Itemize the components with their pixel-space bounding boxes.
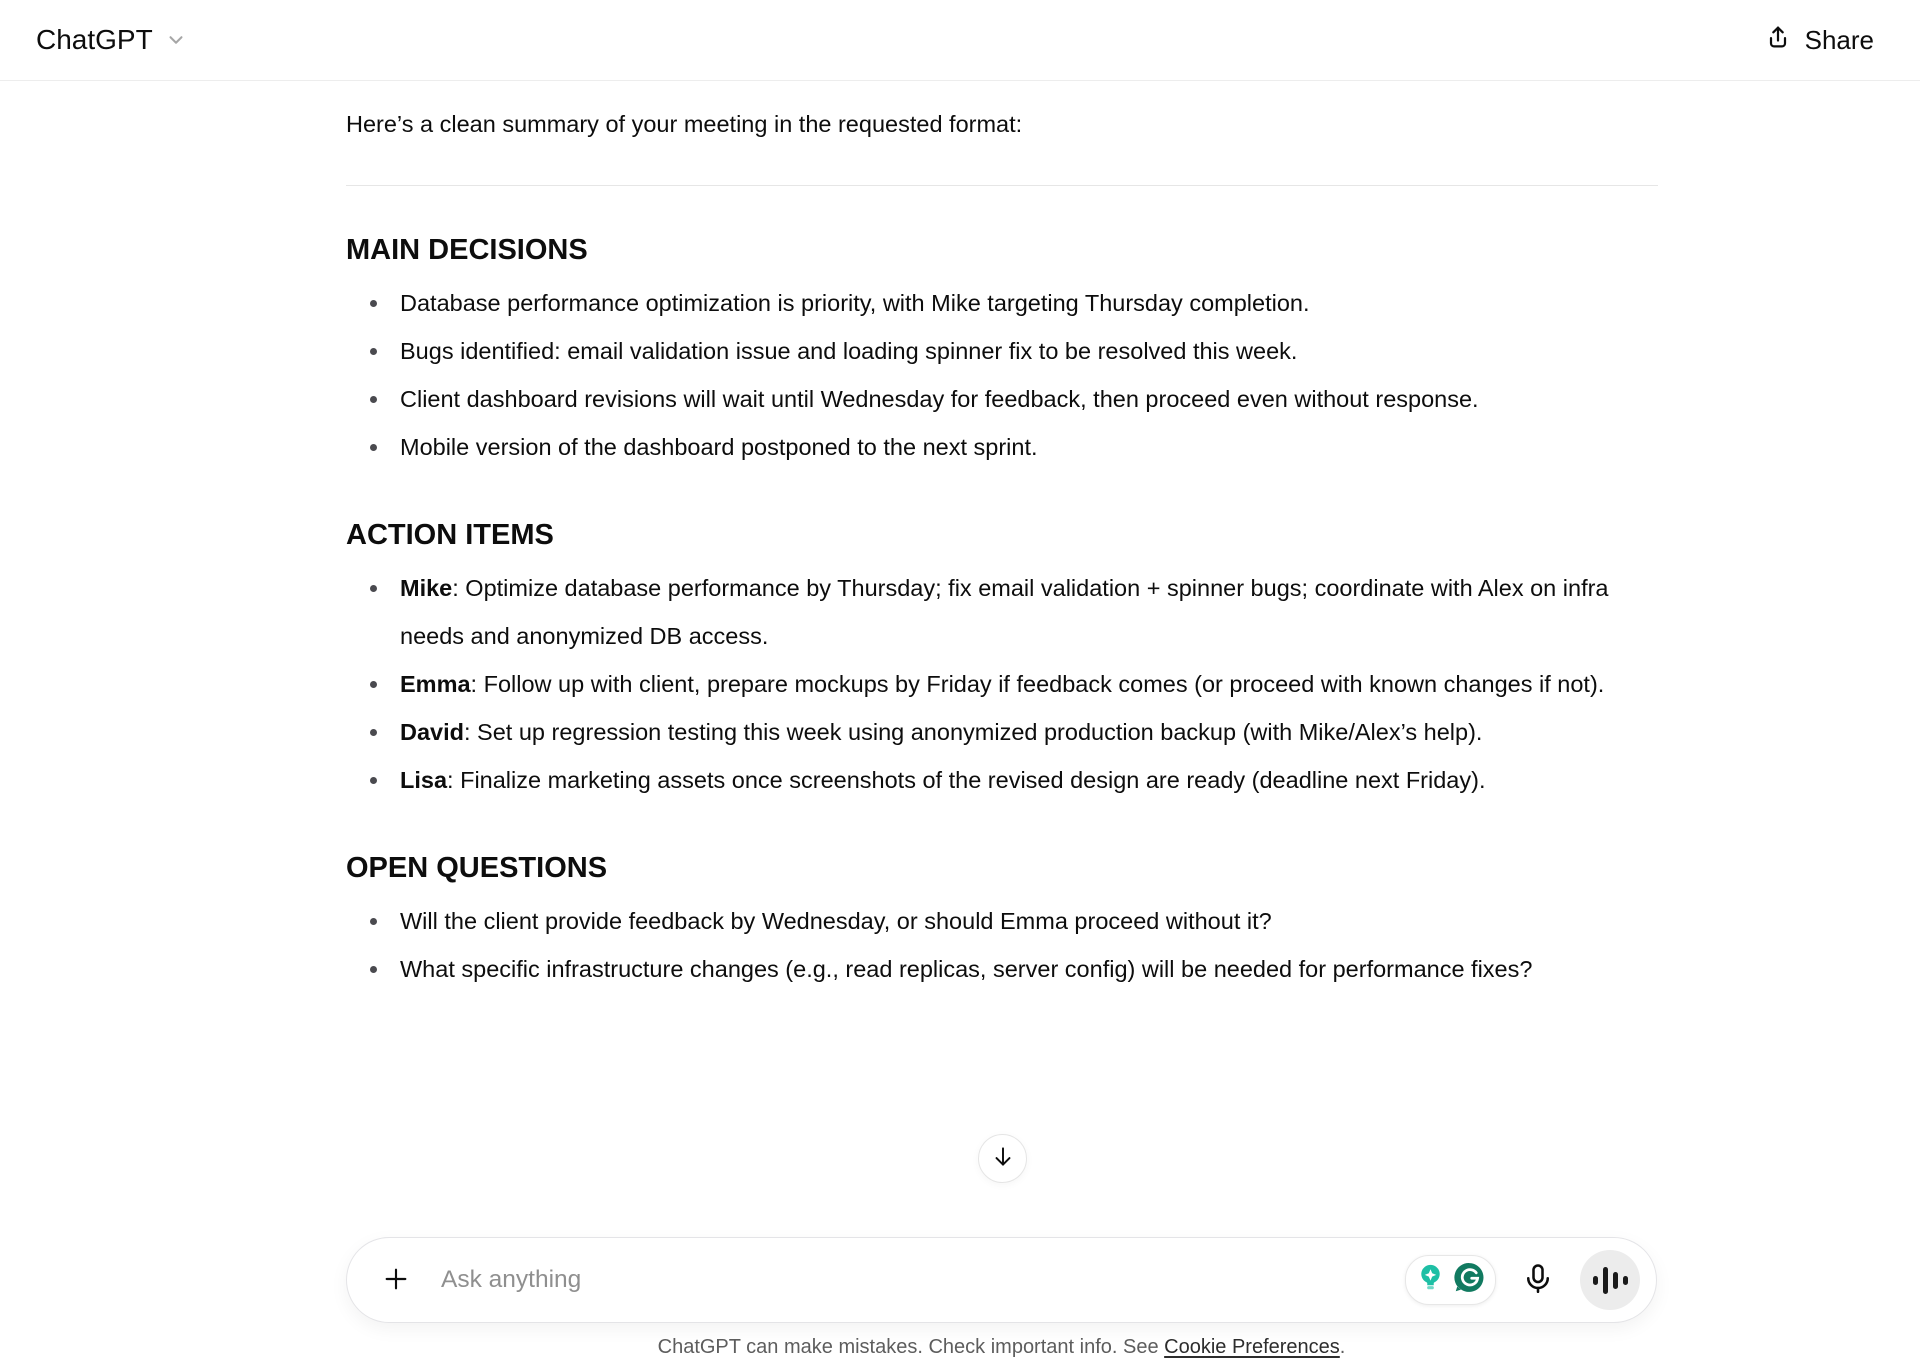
list-item: Bugs identified: email validation issue and loading spinner fix to be resolved this week. <box>346 327 1658 375</box>
disclaimer-text: ChatGPT can make mistakes. Check important info. See <box>657 1336 1165 1358</box>
share-upload-icon <box>1764 23 1792 58</box>
list-item: Emma: Follow up with client, prepare mockups by Friday if feedback comes (or proceed with known changes if not). <box>346 660 1658 708</box>
message-intro: Here’s a clean summary of your meeting in the requested format: <box>346 111 1023 137</box>
assignee-name: Lisa <box>400 767 448 793</box>
disclaimer <box>346 1336 1657 1359</box>
dictate-button[interactable] <box>1516 1257 1560 1304</box>
assistant-message <box>346 81 1658 993</box>
message-input[interactable] <box>439 1265 1405 1295</box>
microphone-icon <box>1520 1261 1556 1300</box>
model-switcher[interactable] <box>36 24 187 56</box>
list-item: Mobile version of the dashboard postponed to the next sprint. <box>346 423 1658 471</box>
list-item: Database performance optimization is priority, with Mike targeting Thursday completion. <box>346 279 1658 327</box>
section-list <box>346 279 1658 471</box>
voice-mode-button[interactable] <box>1580 1250 1640 1310</box>
voice-mode-waveform-icon <box>1593 1267 1628 1294</box>
section-list <box>346 897 1658 993</box>
assignee-name: David <box>400 719 464 745</box>
scroll-to-bottom-button[interactable] <box>978 1134 1027 1183</box>
list-item: Lisa: Finalize marketing assets once screenshots of the revised design are ready (deadline next Friday). <box>346 756 1658 804</box>
grammarly-extension-badge[interactable] <box>1405 1255 1496 1305</box>
assignee-name: Mike <box>400 575 453 601</box>
cookie-preferences-link[interactable]: Cookie Preferences <box>1164 1336 1340 1358</box>
chevron-down-icon <box>165 29 187 51</box>
list-item: Mike: Optimize database performance by Thursday; fix email validation + spinner bugs; coordinate with Alex on infra needs and anonymized DB access. <box>346 564 1658 660</box>
attach-button[interactable] <box>373 1257 419 1303</box>
section-list <box>346 564 1658 804</box>
assignee-name: Emma <box>400 671 471 697</box>
app-title: ChatGPT <box>36 24 153 55</box>
section-heading: MAIN DECISIONS <box>346 234 588 266</box>
list-item: Will the client provide feedback by Wednesday, or should Emma proceed without it? <box>346 897 1658 945</box>
grammarly-g-icon <box>1453 1261 1486 1299</box>
list-item: David: Set up regression testing this week using anonymized production backup (with Mike/Alex’s help). <box>346 708 1658 756</box>
list-item: Client dashboard revisions will wait until Wednesday for feedback, then proceed even without response. <box>346 375 1658 423</box>
grammarly-bulb-icon <box>1415 1262 1446 1298</box>
share-button[interactable] <box>1754 17 1884 64</box>
section-heading: ACTION ITEMS <box>346 519 554 551</box>
disclaimer-period: . <box>1339 1336 1346 1358</box>
share-label: Share <box>1804 24 1874 55</box>
plus-icon <box>380 1263 412 1298</box>
top-bar <box>0 0 1920 81</box>
composer <box>346 1237 1657 1323</box>
arrow-down-icon <box>990 1144 1016 1173</box>
message-sections <box>346 234 1658 993</box>
section-heading: OPEN QUESTIONS <box>346 852 608 884</box>
composer-tools <box>1405 1250 1640 1310</box>
message-divider <box>346 185 1658 186</box>
list-item: What specific infrastructure changes (e.g., read replicas, server config) will be needed for performance fixes? <box>346 945 1658 993</box>
